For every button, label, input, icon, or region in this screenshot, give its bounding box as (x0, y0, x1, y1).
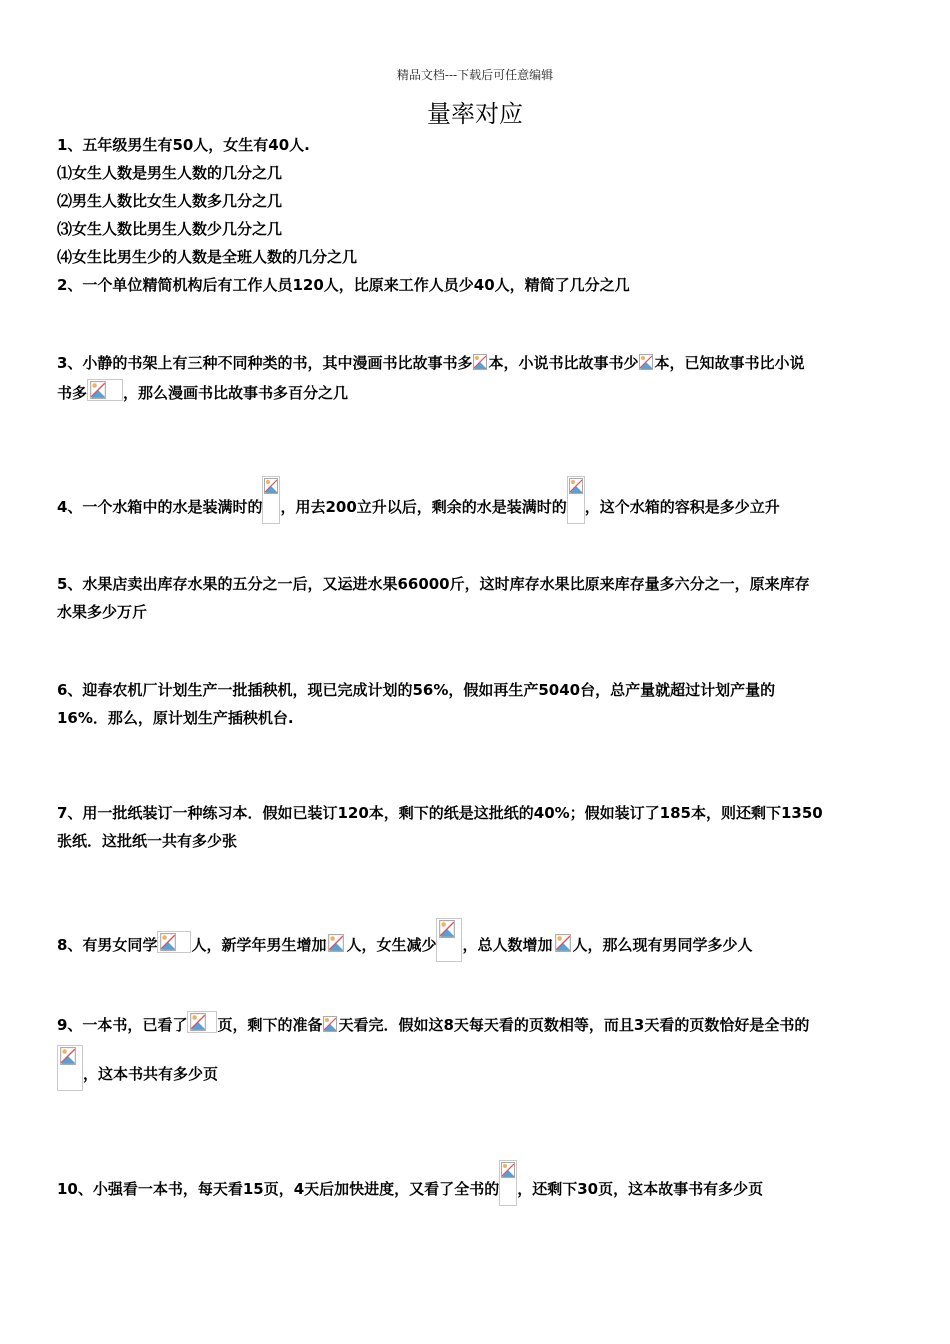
question-1-part-2: ⑵男生人数比女生人数多几分之几 (57, 192, 283, 210)
question-1-part-3: ⑶女生人数比男生人数少几分之几 (57, 220, 283, 238)
question-7-line-1: 7、用一批纸装订一种练习本．假如已装订120本，剩下的纸是这批纸的40%；假如装订了185本，则还剩下1350 (57, 804, 823, 822)
question-9-text-c: 天看完．假如这8天每天看的页数相等，而且3天看的页数恰好是全书的 (338, 1016, 810, 1034)
broken-image-icon (567, 476, 585, 524)
broken-image-icon (187, 1011, 217, 1033)
page-header: 精品文档---下载后可任意编辑 (396, 68, 554, 82)
broken-image-icon (326, 933, 346, 953)
question-3-text-a: 3、小静的书架上有三种不同种类的书，其中漫画书比故事书多 (57, 354, 473, 372)
question-4-text-a: 4、一个水箱中的水是装满时的 (57, 498, 263, 516)
question-8-text-e: 人，那么现有男同学多少人 (572, 936, 753, 954)
question-4-text-c: ，这个水箱的容积是多少立升 (584, 498, 780, 516)
question-9-text-b: 页，剩下的准备 (217, 1016, 323, 1034)
question-3-text-b: 本，小说书比故事书少 (488, 354, 639, 372)
broken-image-icon (57, 1045, 83, 1091)
question-8 (57, 918, 897, 962)
page-title: 量率对应 (427, 100, 523, 128)
question-8-text-a: 8、有男女同学 (57, 936, 158, 954)
question-9-line-1 (57, 1011, 897, 1040)
question-3-line-1 (57, 349, 897, 378)
broken-image-icon (262, 476, 280, 524)
question-5-line-1: 5、水果店卖出库存水果的五分之一后，又运进水果66000斤，这时库存水果比原来库存量多六分之一，原来库存 (57, 575, 810, 593)
question-9-line-2 (57, 1045, 897, 1091)
question-3-text-e: ，那么漫画书比故事书多百分之几 (123, 384, 349, 402)
question-8-text-b: 人，新学年男生增加 (191, 936, 327, 954)
question-3-text-d: 书多 (57, 384, 88, 402)
question-1-part-1: ⑴女生人数是男生人数的几分之几 (57, 164, 283, 182)
question-3-text-c: 本，已知故事书比小说 (654, 354, 805, 372)
broken-image-icon (322, 1015, 338, 1033)
question-8-text-c: 人，女生减少 (346, 936, 437, 954)
broken-image-icon (472, 353, 488, 371)
question-10-text-b: ，还剩下30页，这本故事书有多少页 (517, 1180, 764, 1198)
question-3-line-2 (57, 379, 897, 408)
question-8-text-d: ，总人数增加 (462, 936, 553, 954)
broken-image-icon (553, 933, 573, 953)
question-6-line-2: 16%．那么，原计划生产插秧机台. (57, 709, 294, 727)
broken-image-icon (499, 1160, 517, 1206)
broken-image-icon (638, 353, 654, 371)
question-10-text-a: 10、小强看一本书，每天看15页，4天后加快进度，又看了全书的 (57, 1180, 500, 1198)
question-10 (57, 1160, 897, 1206)
question-1-part-4: ⑷女生比男生少的人数是全班人数的几分之几 (57, 248, 358, 266)
question-9-text-a: 9、一本书，已看了 (57, 1016, 188, 1034)
question-2: 2、一个单位精简机构后有工作人员120人，比原来工作人员少40人，精简了几分之几 (57, 276, 630, 294)
broken-image-icon (87, 379, 123, 401)
question-1: 1、五年级男生有50人，女生有40人. (57, 136, 310, 154)
question-4-text-b: ，用去200立升以后，剩余的水是装满时的 (280, 498, 567, 516)
question-7-line-2: 张纸．这批纸一共有多少张 (57, 832, 238, 850)
question-4 (57, 476, 897, 524)
question-5-line-2: 水果多少万斤 (57, 603, 148, 621)
question-9-text-d: ，这本书共有多少页 (83, 1065, 219, 1083)
broken-image-icon (436, 918, 462, 962)
question-6-line-1: 6、迎春农机厂计划生产一批插秧机，现已完成计划的56%，假如再生产5040台，总产量就超过计划产量的 (57, 681, 776, 699)
broken-image-icon (157, 931, 191, 953)
